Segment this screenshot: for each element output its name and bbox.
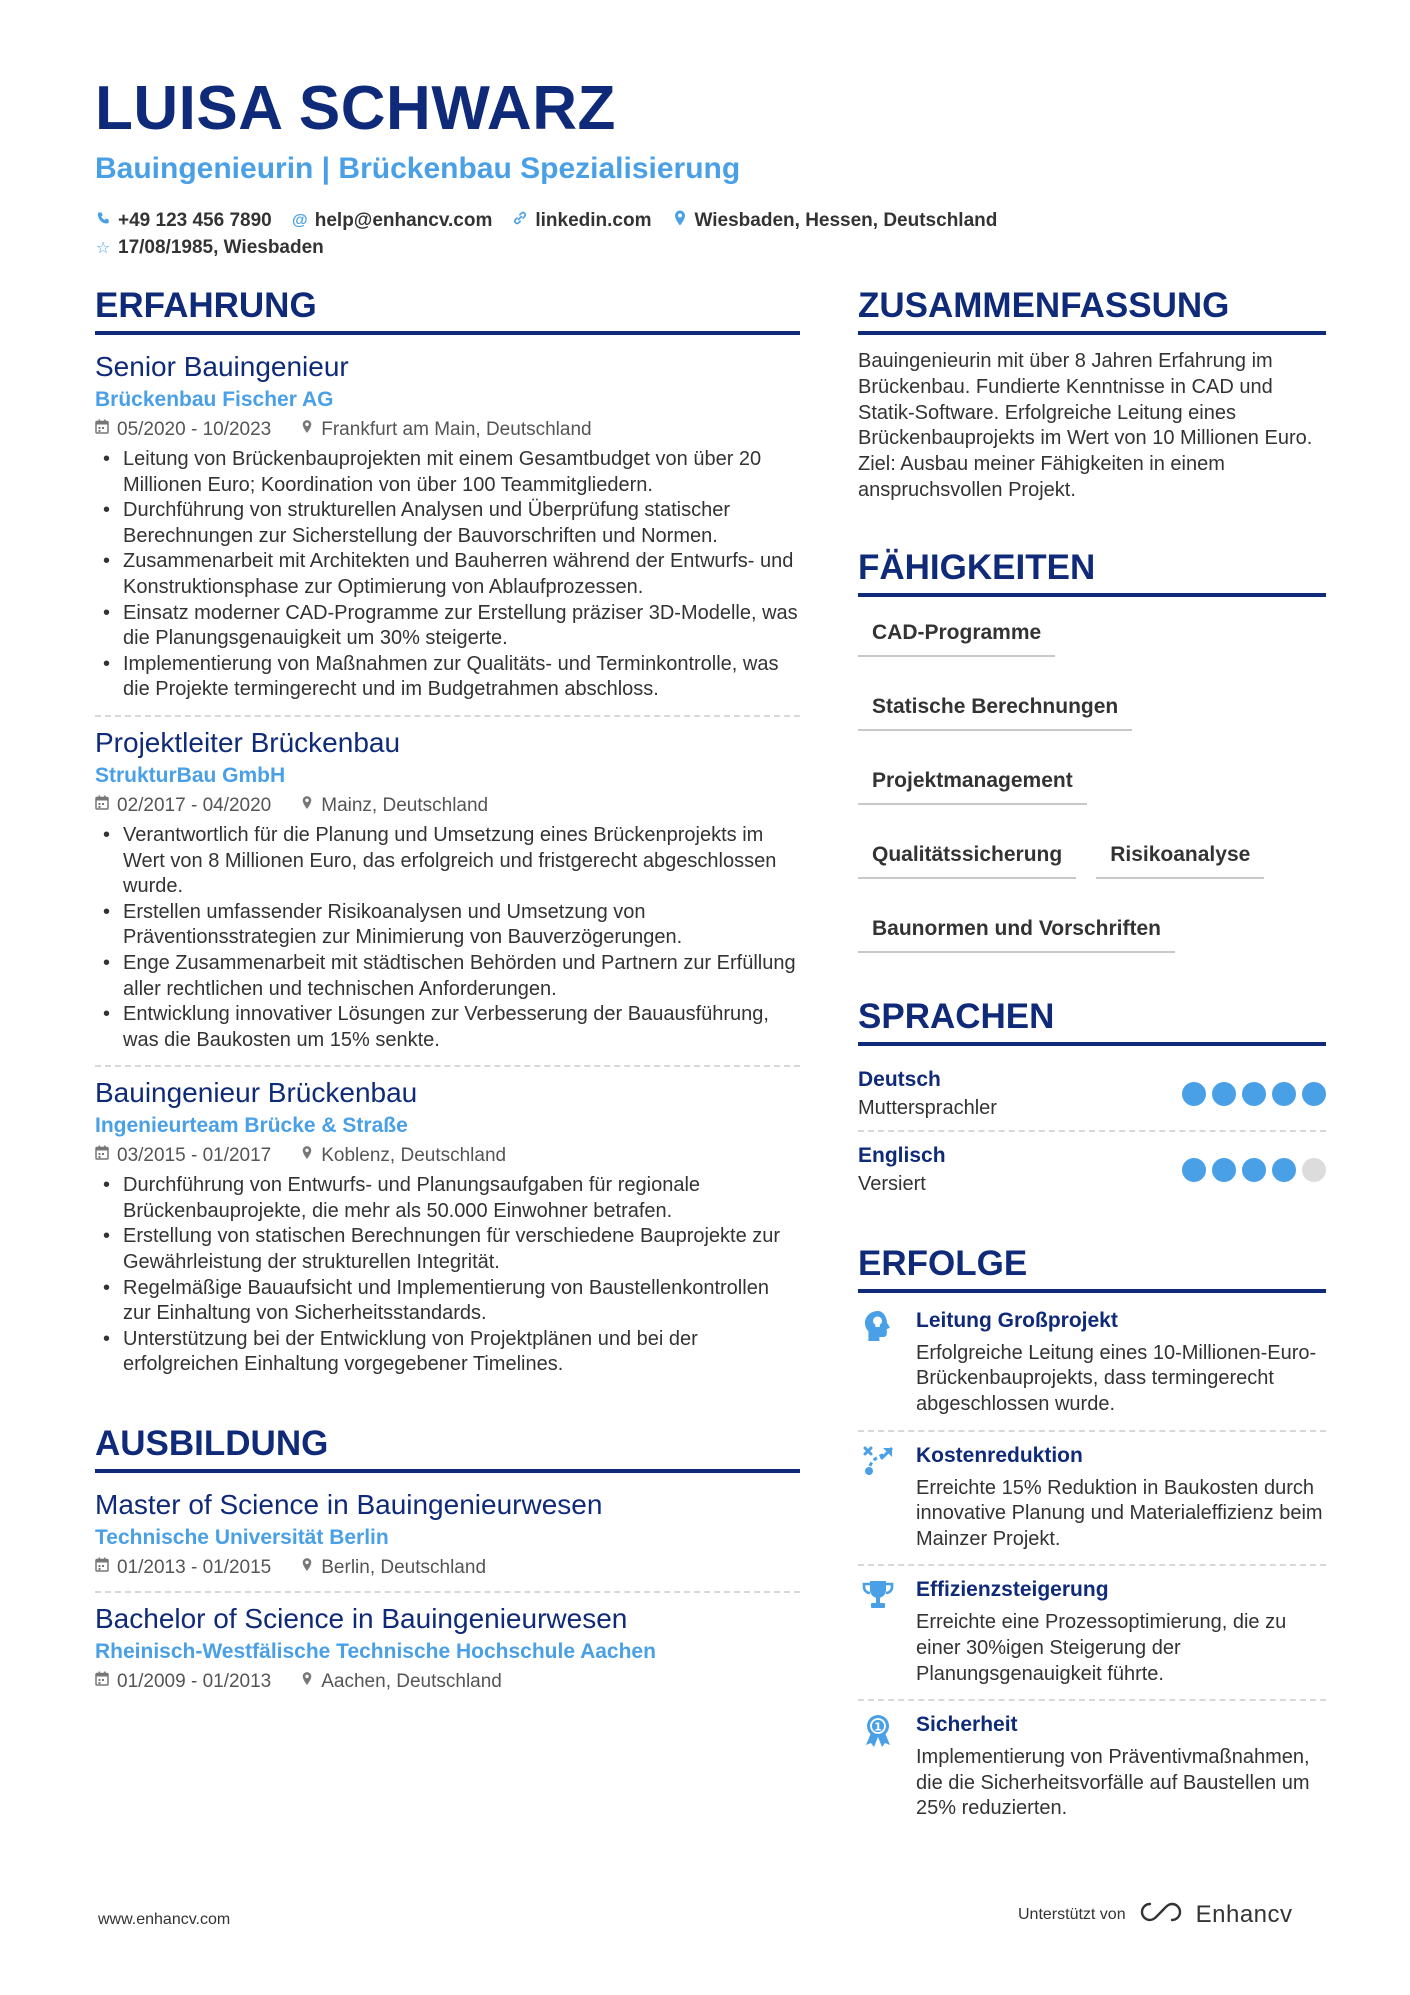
map-pin-icon <box>301 791 313 821</box>
calendar-icon <box>95 1141 109 1171</box>
link-icon <box>512 210 528 231</box>
candidate-title: Bauingenieurin | Brückenbau Spezialisierung <box>95 152 741 185</box>
svg-text:1: 1 <box>874 1720 882 1734</box>
bullet-item: • Unterstützung bei der Entwicklung von Projektplänen und bei der erfolgreichen Einhaltung vorgegebener Timelines. <box>95 1327 800 1378</box>
languages-heading: SPRACHEN <box>858 999 1326 1046</box>
map-pin-icon <box>301 415 313 445</box>
achievement-text: Implementierung von Präventivmaßnahmen, die die Sicherheitsvorfälle auf Baustellen um 25% reduzierten. <box>916 1746 1310 1820</box>
rating-dot-empty <box>1302 1158 1326 1182</box>
bullet-item: • Durchführung von Entwurfs- und Planungsaufgaben für regionale Brückenbauprojekte, die mehr als 50.000 Einwohner betrafen. <box>95 1173 800 1224</box>
job-entry <box>95 1075 800 1390</box>
job-location: Mainz, Deutschland <box>321 794 489 816</box>
footer-brand <box>1018 1900 1293 1929</box>
bullet-item: • Zusammenarbeit mit Architekten und Bauherren während der Entwurfs- und Konstruktionsphase zur Optimierung von Ablaufprozessen. <box>95 549 800 600</box>
languages-list <box>858 1060 1326 1206</box>
language-name: Deutsch <box>858 1067 941 1091</box>
achievement-text: Erreichte 15% Reduktion in Baukosten durch innovative Planung und Materialeffizienz beim Mainzer Projekt. <box>916 1476 1323 1550</box>
skills-list <box>858 611 1326 953</box>
education-entry <box>95 1487 800 1593</box>
education-dates: 01/2009 - 01/2013 <box>117 1671 272 1693</box>
rating-dot-filled <box>1212 1082 1236 1106</box>
rating-dot-filled <box>1182 1082 1206 1106</box>
head-brain-icon <box>858 1307 898 1418</box>
degree-title: Bachelor of Science in Bauingenieurwesen <box>95 1603 628 1635</box>
company-name: StrukturBau GmbH <box>95 763 286 787</box>
star-icon: ☆ <box>95 239 111 257</box>
job-entry <box>95 725 800 1067</box>
bullet-item: • Leitung von Brückenbauprojekten mit einem Gesamtbudget von über 20 Millionen Euro; Koordination von über 100 Teammitgliedern. <box>95 447 800 498</box>
language-item <box>858 1136 1326 1206</box>
bullet-item: • Erstellung von statischen Berechnungen für verschiedene Bauprojekte zur Gewährleistung der strukturellen Integrität. <box>95 1224 800 1275</box>
bullet-item: • Implementierung von Maßnahmen zur Qualitäts- und Terminkontrolle, was die Projekte termingerecht und im Budgetrahmen abschloss. <box>95 652 800 703</box>
job-location: Koblenz, Deutschland <box>321 1145 507 1167</box>
bullet-item: • Einsatz moderner CAD-Programme zur Erstellung präziser 3D-Modelle, was die Planungsgenauigkeit um 30% steigerte. <box>95 601 800 652</box>
education-location: Berlin, Deutschland <box>321 1557 487 1579</box>
rating-dot-filled <box>1182 1158 1206 1182</box>
summary-heading: ZUSAMMENFASSUNG <box>858 288 1326 335</box>
achievement-item <box>858 1701 1326 1834</box>
rating-dot-filled <box>1272 1082 1296 1106</box>
map-pin-icon <box>672 210 688 231</box>
job-dates: 03/2015 - 01/2017 <box>117 1145 272 1167</box>
job-dates: 05/2020 - 10/2023 <box>117 419 272 440</box>
bullet-item: • Entwicklung innovativer Lösungen zur Verbesserung der Bauausführung, was die Baukosten um 15% senkte. <box>95 1002 800 1053</box>
education-entry <box>95 1601 800 1705</box>
skill-tag: Qualitätssicherung <box>858 833 1076 879</box>
achievement-item <box>858 1432 1326 1567</box>
trophy-icon <box>858 1576 898 1687</box>
powered-by-label: Unterstützt von <box>1018 1905 1126 1923</box>
education-dates: 01/2013 - 01/2015 <box>117 1557 272 1579</box>
contact-info <box>95 207 1295 261</box>
job-title: Senior Bauingenieur <box>95 351 349 382</box>
phone-icon <box>95 211 111 231</box>
at-icon: @ <box>291 211 308 229</box>
achievement-item <box>858 1297 1326 1432</box>
linkedin[interactable]: linkedin.com <box>512 210 651 232</box>
rating-dot-filled <box>1272 1158 1296 1182</box>
bullet-item: • Enge Zusammenarbeit mit städtischen Behörden und Partnern zur Erfüllung aller rechtlichen und technischen Anforderungen. <box>95 951 800 1002</box>
achievement-title: Leitung Großprojekt <box>916 1308 1118 1332</box>
job-bullets <box>95 823 800 1053</box>
language-rating <box>1182 1082 1326 1106</box>
bullet-item: • Verantwortlich für die Planung und Umsetzung eines Brückenprojekts im Wert von 8 Millionen Euro, das erfolgreich und fristgerecht abgeschlossen wurde. <box>95 823 800 900</box>
experience-heading: ERFAHRUNG <box>95 288 800 335</box>
achievement-item <box>858 1566 1326 1701</box>
degree-title: Master of Science in Bauingenieurwesen <box>95 1489 603 1521</box>
language-level: Versiert <box>858 1172 926 1195</box>
bullet-item: • Erstellen umfassender Risikoanalysen und Umsetzung von Präventionsstrategien zur Minimierung von Bauverzögerungen. <box>95 900 800 951</box>
calendar-icon <box>95 1667 109 1697</box>
email[interactable]: @ help@enhancv.com <box>291 209 493 231</box>
footer-website[interactable]: www.enhancv.com <box>98 1911 231 1928</box>
job-title: Bauingenieur Brückenbau <box>95 1077 418 1109</box>
school-name: Rheinisch-Westfälische Technische Hochschule Aachen <box>95 1640 656 1664</box>
company-name: Ingenieurteam Brücke & Straße <box>95 1114 408 1138</box>
education-heading: AUSBILDUNG <box>95 1426 800 1473</box>
achievement-title: Effizienzsteigerung <box>916 1578 1109 1602</box>
bullet-item: • Regelmäßige Bauaufsicht und Implementierung von Baustellenkontrollen zur Einhaltung von Sicherheitsstandards. <box>95 1276 800 1327</box>
brand-name: Enhancv <box>1195 1900 1293 1928</box>
language-item <box>858 1060 1326 1132</box>
language-rating <box>1182 1158 1326 1182</box>
rating-dot-filled <box>1242 1158 1266 1182</box>
skill-tag: Projektmanagement <box>858 759 1087 805</box>
language-name: Englisch <box>858 1143 946 1167</box>
phone: +49 123 456 7890 <box>95 210 272 232</box>
job-bullets <box>95 1173 800 1378</box>
skill-tag: CAD-Programme <box>858 611 1055 657</box>
enhancv-logo-icon <box>1138 1900 1184 1929</box>
achievement-title: Kostenreduktion <box>916 1443 1083 1467</box>
achievement-text: Erfolgreiche Leitung eines 10-Millionen-Euro-Brückenbauprojekts, dass termingerecht abgeschlossen wurde. <box>916 1341 1317 1415</box>
left-column <box>95 288 800 1713</box>
education-location: Aachen, Deutschland <box>321 1671 502 1693</box>
map-pin-icon <box>301 1667 313 1697</box>
candidate-name: LUISA SCHWARZ <box>95 74 616 143</box>
company-name: Brückenbau Fischer AG <box>95 388 334 411</box>
skill-tag: Baunormen und Vorschriften <box>858 907 1175 953</box>
language-level: Muttersprachler <box>858 1096 997 1119</box>
summary-text: Bauingenieurin mit über 8 Jahren Erfahrung im Brückenbau. Fundierte Kenntnisse in CAD und Statik-Software. Erfolgreiche Leitung eines Brückenbauprojekts im Wert von 10 Millionen Euro. Ziel: Ausbau meiner Fähigkeiten in einem anspruchsvollen Projekt. <box>858 350 1313 501</box>
calendar-icon <box>95 791 109 821</box>
job-entry <box>95 349 800 717</box>
achievements-heading: ERFOLGE <box>858 1246 1326 1293</box>
job-bullets <box>95 447 800 703</box>
location: Wiesbaden, Hessen, Deutschland <box>672 210 998 232</box>
bullet-item: • Durchführung von strukturellen Analysen und Überprüfung statischer Berechnungen zur Sicherstellung der Bauvorschriften und Normen. <box>95 498 800 549</box>
rating-dot-filled <box>1212 1158 1236 1182</box>
job-title: Projektleiter Brückenbau <box>95 726 401 758</box>
map-pin-icon <box>301 1553 313 1583</box>
award-badge-icon <box>858 1711 898 1822</box>
calendar-icon <box>95 415 109 445</box>
skills-heading: FÄHIGKEITEN <box>858 550 1326 597</box>
map-pin-icon <box>301 1141 313 1171</box>
calendar-icon <box>95 1553 109 1583</box>
skill-tag: Risikoanalyse <box>1096 833 1264 879</box>
birth-info: ☆ 17/08/1985, Wiesbaden <box>95 236 324 258</box>
skill-tag: Statische Berechnungen <box>858 685 1132 731</box>
achievement-text: Erreichte eine Prozessoptimierung, die zu einer 30%igen Steigerung der Planungsgenauigkeit führte. <box>916 1611 1287 1685</box>
rating-dot-filled <box>1242 1082 1266 1106</box>
job-dates: 02/2017 - 04/2020 <box>117 794 272 816</box>
achievement-title: Sicherheit <box>916 1713 1018 1737</box>
right-column <box>858 288 1326 1834</box>
school-name: Technische Universität Berlin <box>95 1526 389 1550</box>
strategy-arrow-icon <box>858 1442 898 1553</box>
rating-dot-filled <box>1302 1082 1326 1106</box>
job-location: Frankfurt am Main, Deutschland <box>321 419 592 440</box>
